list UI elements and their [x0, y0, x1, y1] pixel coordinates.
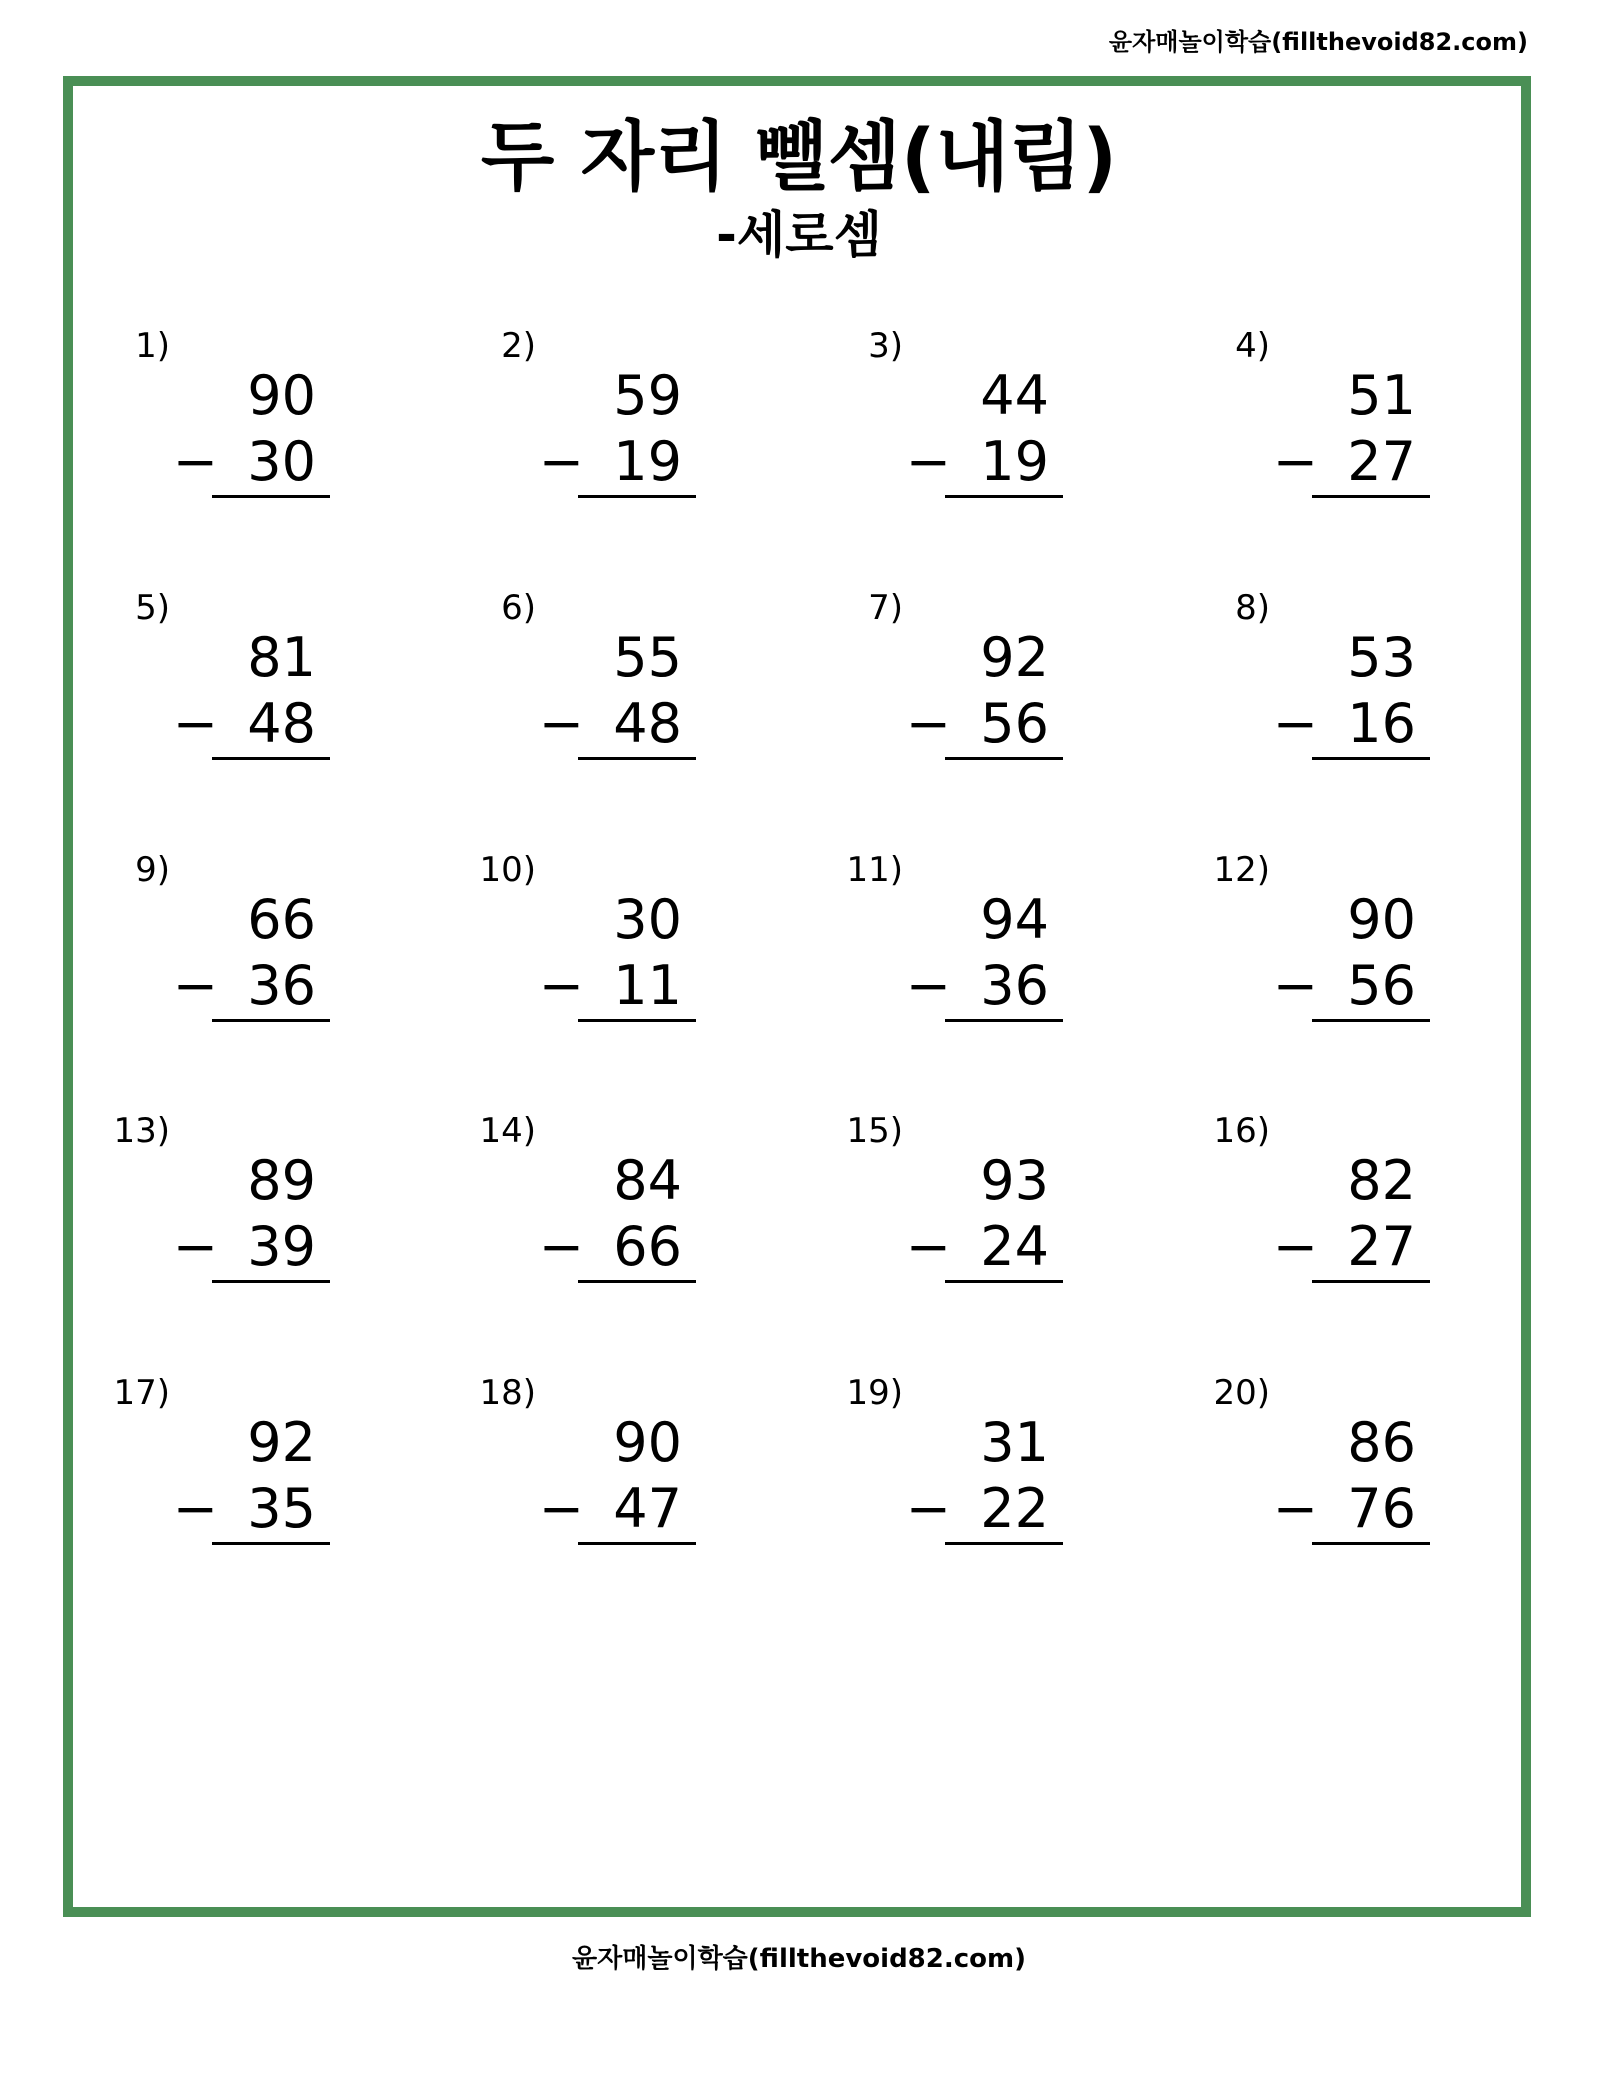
- minus-sign: −: [1272, 1215, 1318, 1278]
- subtrahend: 22: [980, 1477, 1049, 1540]
- problem-item: [70, 326, 330, 526]
- problem-number: 13): [113, 1111, 170, 1151]
- subtrahend: 35: [247, 1477, 316, 1540]
- minus-sign: −: [905, 430, 951, 493]
- problem-number: 3): [868, 326, 903, 366]
- minus-sign: −: [1272, 1477, 1318, 1540]
- problem-number: 10): [479, 850, 536, 890]
- problem-number: 15): [846, 1111, 903, 1151]
- answer-line: [1312, 1280, 1430, 1283]
- problem-item: [1170, 588, 1430, 788]
- problem-number: 11): [846, 850, 903, 890]
- problem-item: [803, 326, 1063, 526]
- subtrahend: 48: [247, 692, 316, 755]
- minuend: 55: [613, 626, 682, 689]
- problem-number: 17): [113, 1373, 170, 1413]
- problem-number: 2): [501, 326, 536, 366]
- minuend: 89: [247, 1149, 316, 1212]
- subtrahend: 48: [613, 692, 682, 755]
- minus-sign: −: [172, 1477, 218, 1540]
- answer-line: [212, 495, 330, 498]
- problem-item: [1170, 850, 1430, 1050]
- problem-number: 16): [1213, 1111, 1270, 1151]
- minuend: 90: [613, 1411, 682, 1474]
- problem-number: 5): [135, 588, 170, 628]
- answer-line: [212, 1280, 330, 1283]
- problem-item: [436, 1111, 696, 1311]
- problem-number: 14): [479, 1111, 536, 1151]
- minus-sign: −: [1272, 430, 1318, 493]
- minus-sign: −: [538, 692, 584, 755]
- minuend: 81: [247, 626, 316, 689]
- answer-line: [578, 495, 696, 498]
- problem-item: [1170, 1373, 1430, 1573]
- minuend: 30: [613, 888, 682, 951]
- minus-sign: −: [905, 692, 951, 755]
- minus-sign: −: [538, 954, 584, 1017]
- answer-line: [945, 495, 1063, 498]
- minus-sign: −: [905, 1477, 951, 1540]
- site-footer-label: 윤자매놀이학습(fillthevoid82.com): [571, 1944, 1026, 1974]
- minuend: 94: [980, 888, 1049, 951]
- problem-item: [436, 588, 696, 788]
- answer-line: [212, 1019, 330, 1022]
- subtrahend: 27: [1347, 430, 1416, 493]
- subtrahend: 39: [247, 1215, 316, 1278]
- answer-line: [578, 1280, 696, 1283]
- minuend: 93: [980, 1149, 1049, 1212]
- subtrahend: 66: [613, 1215, 682, 1278]
- answer-line: [578, 1542, 696, 1545]
- problem-item: [70, 1373, 330, 1573]
- problem-item: [803, 850, 1063, 1050]
- answer-line: [212, 1542, 330, 1545]
- problem-item: [1170, 1111, 1430, 1311]
- minus-sign: −: [1272, 692, 1318, 755]
- minus-sign: −: [538, 430, 584, 493]
- worksheet-subtitle: -세로셈: [716, 206, 882, 264]
- answer-line: [578, 757, 696, 760]
- minuend: 92: [980, 626, 1049, 689]
- subtrahend: 19: [980, 430, 1049, 493]
- minus-sign: −: [172, 692, 218, 755]
- minus-sign: −: [538, 1215, 584, 1278]
- minuend: 90: [247, 364, 316, 427]
- problem-item: [803, 1111, 1063, 1311]
- answer-line: [1312, 757, 1430, 760]
- minuend: 51: [1347, 364, 1416, 427]
- problem-item: [803, 588, 1063, 788]
- subtrahend: 11: [613, 954, 682, 1017]
- problem-number: 4): [1235, 326, 1270, 366]
- problem-number: 1): [135, 326, 170, 366]
- problem-item: [70, 1111, 330, 1311]
- answer-line: [945, 757, 1063, 760]
- problem-number: 12): [1213, 850, 1270, 890]
- answer-line: [1312, 495, 1430, 498]
- minuend: 59: [613, 364, 682, 427]
- minus-sign: −: [172, 1215, 218, 1278]
- subtrahend: 47: [613, 1477, 682, 1540]
- subtrahend: 36: [247, 954, 316, 1017]
- problem-number: 8): [1235, 588, 1270, 628]
- subtrahend: 56: [980, 692, 1049, 755]
- minus-sign: −: [172, 430, 218, 493]
- minuend: 90: [1347, 888, 1416, 951]
- problem-item: [70, 850, 330, 1050]
- subtrahend: 56: [1347, 954, 1416, 1017]
- problem-number: 7): [868, 588, 903, 628]
- problem-item: [436, 850, 696, 1050]
- problem-number: 20): [1213, 1373, 1270, 1413]
- problem-number: 9): [135, 850, 170, 890]
- minuend: 44: [980, 364, 1049, 427]
- problem-number: 18): [479, 1373, 536, 1413]
- problem-number: 19): [846, 1373, 903, 1413]
- subtrahend: 30: [247, 430, 316, 493]
- problem-item: [436, 1373, 696, 1573]
- subtrahend: 36: [980, 954, 1049, 1017]
- minuend: 82: [1347, 1149, 1416, 1212]
- site-header-label: 윤자매놀이학습(fillthevoid82.com): [1108, 28, 1528, 56]
- minuend: 53: [1347, 626, 1416, 689]
- minus-sign: −: [172, 954, 218, 1017]
- answer-line: [1312, 1019, 1430, 1022]
- subtrahend: 76: [1347, 1477, 1416, 1540]
- problem-number: 6): [501, 588, 536, 628]
- minuend: 66: [247, 888, 316, 951]
- answer-line: [945, 1542, 1063, 1545]
- minuend: 86: [1347, 1411, 1416, 1474]
- subtrahend: 27: [1347, 1215, 1416, 1278]
- answer-line: [945, 1019, 1063, 1022]
- minuend: 84: [613, 1149, 682, 1212]
- minus-sign: −: [905, 954, 951, 1017]
- minuend: 92: [247, 1411, 316, 1474]
- subtrahend: 16: [1347, 692, 1416, 755]
- answer-line: [1312, 1542, 1430, 1545]
- worksheet-title: 두 자리 뺄셈(내림): [480, 112, 1118, 201]
- subtrahend: 19: [613, 430, 682, 493]
- answer-line: [212, 757, 330, 760]
- problem-item: [803, 1373, 1063, 1573]
- answer-line: [945, 1280, 1063, 1283]
- minuend: 31: [980, 1411, 1049, 1474]
- answer-line: [578, 1019, 696, 1022]
- subtrahend: 24: [980, 1215, 1049, 1278]
- problem-item: [70, 588, 330, 788]
- minus-sign: −: [538, 1477, 584, 1540]
- problem-item: [436, 326, 696, 526]
- minus-sign: −: [905, 1215, 951, 1278]
- problem-item: [1170, 326, 1430, 526]
- minus-sign: −: [1272, 954, 1318, 1017]
